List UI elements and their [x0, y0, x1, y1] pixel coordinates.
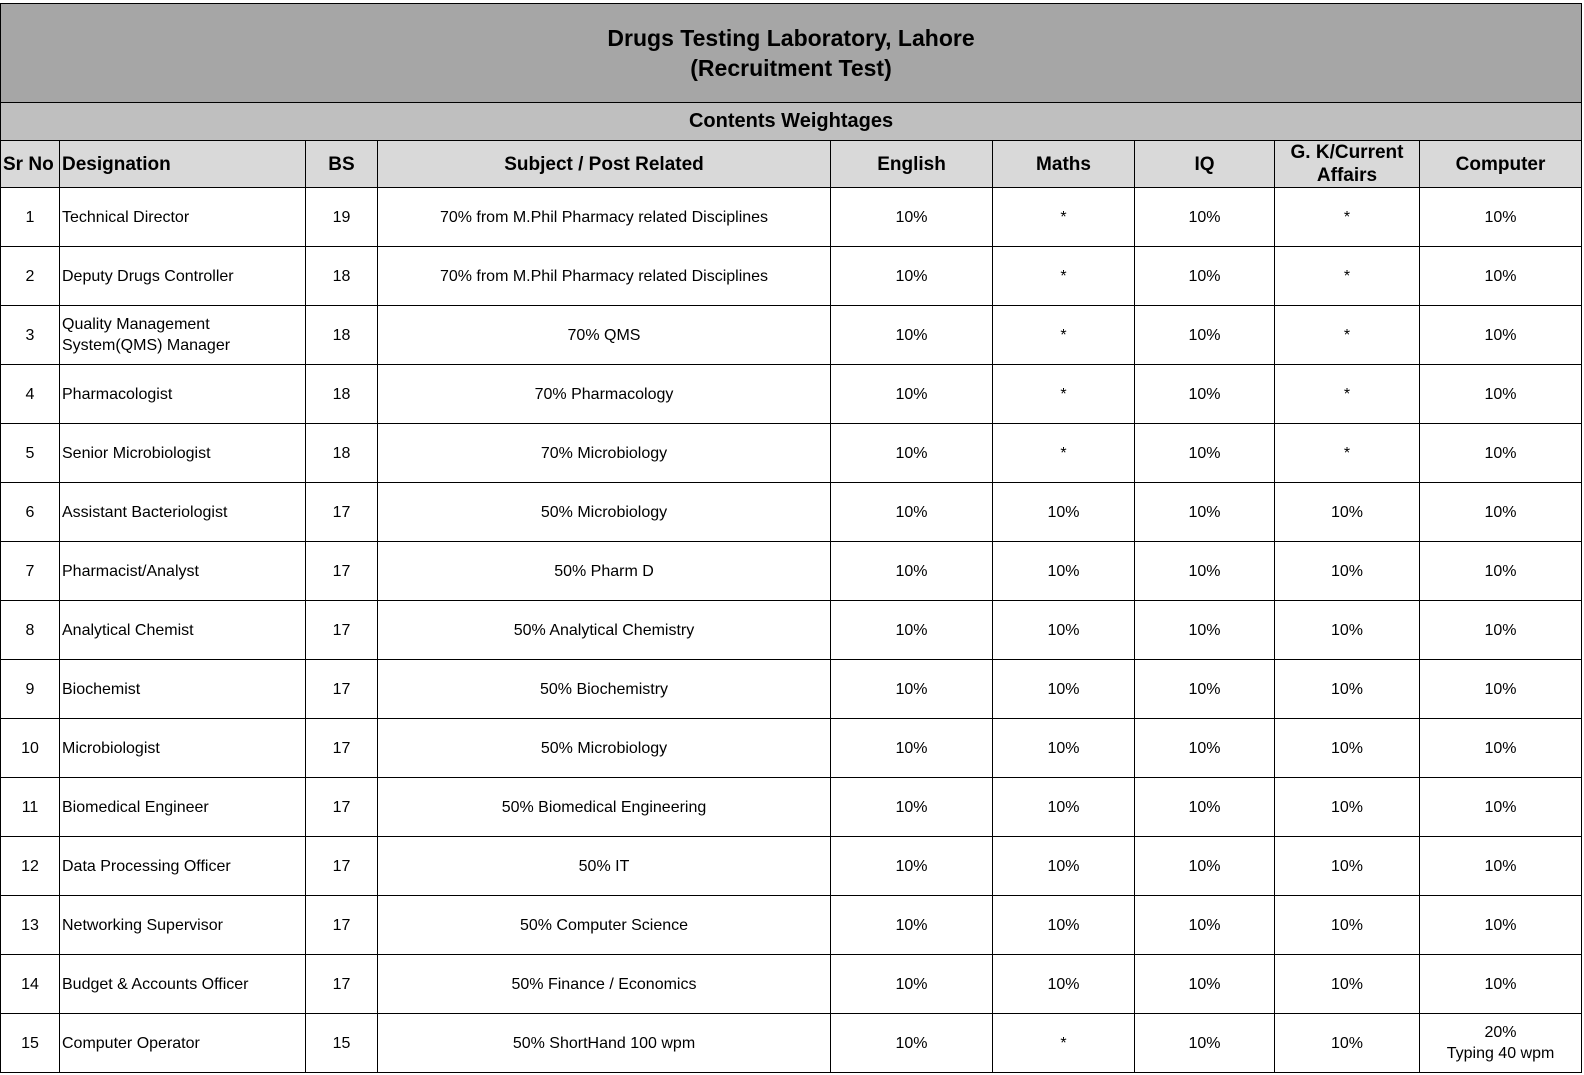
- sr-no-cell: 7: [1, 542, 60, 601]
- designation-cell: [60, 306, 306, 365]
- designation-cell: Pharmacist/Analyst: [60, 542, 306, 601]
- computer-cell: 10%: [1420, 955, 1582, 1014]
- maths-cell: 10%: [993, 542, 1135, 601]
- gk-cell: 10%: [1275, 601, 1420, 660]
- subject-cell: 70% from M.Phil Pharmacy related Disciplines: [378, 188, 831, 247]
- weightage-table: [0, 3, 1582, 1073]
- subject-cell: 50% Analytical Chemistry: [378, 601, 831, 660]
- bs-cell: 17: [306, 660, 378, 719]
- designation-cell: Senior Microbiologist: [60, 424, 306, 483]
- gk-cell: 10%: [1275, 896, 1420, 955]
- subject-cell: 50% ShortHand 100 wpm: [378, 1014, 831, 1073]
- computer-cell: 10%: [1420, 778, 1582, 837]
- table-row: [1, 483, 1582, 542]
- english-cell: 10%: [831, 365, 993, 424]
- table-row: [1, 306, 1582, 365]
- designation-cell: Deputy Drugs Controller: [60, 247, 306, 306]
- iq-cell: 10%: [1135, 778, 1275, 837]
- gk-cell: *: [1275, 188, 1420, 247]
- maths-cell: *: [993, 306, 1135, 365]
- designation-cell: Biomedical Engineer: [60, 778, 306, 837]
- sr-no-cell: 10: [1, 719, 60, 778]
- english-cell: 10%: [831, 837, 993, 896]
- maths-cell: 10%: [993, 660, 1135, 719]
- iq-cell: 10%: [1135, 601, 1275, 660]
- maths-cell: *: [993, 247, 1135, 306]
- computer-cell-line2: Typing 40 wpm: [1446, 1045, 1555, 1062]
- col-header-bs: BS: [306, 141, 378, 188]
- designation-cell-line1: Quality Management: [62, 316, 210, 333]
- gk-cell: 10%: [1275, 778, 1420, 837]
- iq-cell: 10%: [1135, 306, 1275, 365]
- sr-no-cell: 1: [1, 188, 60, 247]
- title-banner: [1, 4, 1582, 103]
- bs-cell: 18: [306, 306, 378, 365]
- computer-cell: 10%: [1420, 424, 1582, 483]
- maths-cell: *: [993, 188, 1135, 247]
- table-row: [1, 542, 1582, 601]
- computer-cell: 10%: [1420, 719, 1582, 778]
- sr-no-cell: 2: [1, 247, 60, 306]
- maths-cell: *: [993, 424, 1135, 483]
- gk-cell: 10%: [1275, 837, 1420, 896]
- english-cell: 10%: [831, 660, 993, 719]
- table-row: [1, 660, 1582, 719]
- bs-cell: 17: [306, 601, 378, 660]
- computer-cell: 10%: [1420, 188, 1582, 247]
- col-header-gk-line1: G. K/Current: [1290, 142, 1404, 163]
- col-header-subject: Subject / Post Related: [378, 141, 831, 188]
- gk-cell: 10%: [1275, 483, 1420, 542]
- maths-cell: 10%: [993, 601, 1135, 660]
- maths-cell: 10%: [993, 483, 1135, 542]
- bs-cell: 17: [306, 837, 378, 896]
- subject-cell: 70% Microbiology: [378, 424, 831, 483]
- col-header-gk: [1275, 141, 1420, 188]
- table-row: [1, 365, 1582, 424]
- subject-cell: 50% Computer Science: [378, 896, 831, 955]
- designation-cell: Networking Supervisor: [60, 896, 306, 955]
- bs-cell: 18: [306, 424, 378, 483]
- maths-cell: 10%: [993, 837, 1135, 896]
- col-header-computer: Computer: [1420, 141, 1582, 188]
- gk-cell: *: [1275, 247, 1420, 306]
- designation-cell: Data Processing Officer: [60, 837, 306, 896]
- iq-cell: 10%: [1135, 483, 1275, 542]
- gk-cell: *: [1275, 424, 1420, 483]
- table-row: [1, 719, 1582, 778]
- col-header-gk-line2: Affairs: [1316, 165, 1378, 186]
- designation-cell: Budget & Accounts Officer: [60, 955, 306, 1014]
- gk-cell: 10%: [1275, 955, 1420, 1014]
- subject-cell: 50% Biochemistry: [378, 660, 831, 719]
- maths-cell: *: [993, 1014, 1135, 1073]
- sr-no-cell: 6: [1, 483, 60, 542]
- sr-no-cell: 8: [1, 601, 60, 660]
- section-title: Contents Weightages: [1, 103, 1582, 141]
- english-cell: 10%: [831, 955, 993, 1014]
- designation-cell: Assistant Bacteriologist: [60, 483, 306, 542]
- col-header-iq: IQ: [1135, 141, 1275, 188]
- iq-cell: 10%: [1135, 837, 1275, 896]
- sr-no-cell: 3: [1, 306, 60, 365]
- sr-no-cell: 14: [1, 955, 60, 1014]
- table-row: [1, 896, 1582, 955]
- subject-cell: 70% QMS: [378, 306, 831, 365]
- computer-cell: 10%: [1420, 247, 1582, 306]
- maths-cell: 10%: [993, 778, 1135, 837]
- bs-cell: 17: [306, 955, 378, 1014]
- subject-cell: 50% Microbiology: [378, 483, 831, 542]
- english-cell: 10%: [831, 896, 993, 955]
- sr-no-cell: 4: [1, 365, 60, 424]
- maths-cell: 10%: [993, 719, 1135, 778]
- table-row: [1, 601, 1582, 660]
- gk-cell: 10%: [1275, 542, 1420, 601]
- computer-cell: 10%: [1420, 542, 1582, 601]
- english-cell: 10%: [831, 306, 993, 365]
- table-body: [1, 188, 1582, 1073]
- bs-cell: 17: [306, 896, 378, 955]
- iq-cell: 10%: [1135, 719, 1275, 778]
- computer-cell: 10%: [1420, 483, 1582, 542]
- english-cell: 10%: [831, 778, 993, 837]
- col-header-maths: Maths: [993, 141, 1135, 188]
- bs-cell: 19: [306, 188, 378, 247]
- table-row: [1, 955, 1582, 1014]
- table-row: [1, 1014, 1582, 1073]
- gk-cell: *: [1275, 365, 1420, 424]
- weightage-sheet: [0, 3, 1581, 1073]
- bs-cell: 17: [306, 719, 378, 778]
- computer-cell: 10%: [1420, 306, 1582, 365]
- computer-cell: 10%: [1420, 837, 1582, 896]
- maths-cell: 10%: [993, 955, 1135, 1014]
- iq-cell: 10%: [1135, 896, 1275, 955]
- computer-cell: 10%: [1420, 365, 1582, 424]
- header-row: [1, 141, 1582, 188]
- designation-cell: Biochemist: [60, 660, 306, 719]
- subject-cell: 50% Biomedical Engineering: [378, 778, 831, 837]
- iq-cell: 10%: [1135, 1014, 1275, 1073]
- designation-cell: Analytical Chemist: [60, 601, 306, 660]
- bs-cell: 17: [306, 542, 378, 601]
- designation-cell: Microbiologist: [60, 719, 306, 778]
- col-header-sr-no: Sr No: [1, 141, 60, 188]
- bs-cell: 15: [306, 1014, 378, 1073]
- document-subtitle: (Recruitment Test): [690, 55, 892, 81]
- col-header-english: English: [831, 141, 993, 188]
- maths-cell: *: [993, 365, 1135, 424]
- english-cell: 10%: [831, 601, 993, 660]
- english-cell: 10%: [831, 542, 993, 601]
- bs-cell: 17: [306, 778, 378, 837]
- computer-cell: 10%: [1420, 660, 1582, 719]
- sr-no-cell: 15: [1, 1014, 60, 1073]
- col-header-designation: Designation: [60, 141, 306, 188]
- sr-no-cell: 9: [1, 660, 60, 719]
- designation-cell: Computer Operator: [60, 1014, 306, 1073]
- computer-cell: 10%: [1420, 896, 1582, 955]
- english-cell: 10%: [831, 188, 993, 247]
- gk-cell: 10%: [1275, 719, 1420, 778]
- iq-cell: 10%: [1135, 542, 1275, 601]
- subject-cell: 50% Pharm D: [378, 542, 831, 601]
- english-cell: 10%: [831, 483, 993, 542]
- iq-cell: 10%: [1135, 188, 1275, 247]
- subject-cell: 50% Finance / Economics: [378, 955, 831, 1014]
- gk-cell: 10%: [1275, 660, 1420, 719]
- maths-cell: 10%: [993, 896, 1135, 955]
- designation-cell: Technical Director: [60, 188, 306, 247]
- sr-no-cell: 11: [1, 778, 60, 837]
- subject-cell: 50% IT: [378, 837, 831, 896]
- iq-cell: 10%: [1135, 365, 1275, 424]
- computer-cell: 10%: [1420, 601, 1582, 660]
- iq-cell: 10%: [1135, 424, 1275, 483]
- bs-cell: 18: [306, 247, 378, 306]
- english-cell: 10%: [831, 424, 993, 483]
- designation-cell: Pharmacologist: [60, 365, 306, 424]
- subject-cell: 50% Microbiology: [378, 719, 831, 778]
- iq-cell: 10%: [1135, 247, 1275, 306]
- iq-cell: 10%: [1135, 955, 1275, 1014]
- designation-cell-line2: System(QMS) Manager: [62, 337, 231, 354]
- table-row: [1, 424, 1582, 483]
- table-row: [1, 188, 1582, 247]
- gk-cell: *: [1275, 306, 1420, 365]
- english-cell: 10%: [831, 247, 993, 306]
- table-row: [1, 837, 1582, 896]
- sr-no-cell: 13: [1, 896, 60, 955]
- table-row: [1, 247, 1582, 306]
- sr-no-cell: 12: [1, 837, 60, 896]
- sr-no-cell: 5: [1, 424, 60, 483]
- english-cell: 10%: [831, 1014, 993, 1073]
- document-title: Drugs Testing Laboratory, Lahore: [607, 25, 975, 51]
- subject-cell: 70% from M.Phil Pharmacy related Disciplines: [378, 247, 831, 306]
- computer-cell: [1420, 1014, 1582, 1073]
- iq-cell: 10%: [1135, 660, 1275, 719]
- gk-cell: 10%: [1275, 1014, 1420, 1073]
- bs-cell: 17: [306, 483, 378, 542]
- computer-cell-line1: 20%: [1484, 1024, 1517, 1041]
- table-row: [1, 778, 1582, 837]
- english-cell: 10%: [831, 719, 993, 778]
- subject-cell: 70% Pharmacology: [378, 365, 831, 424]
- bs-cell: 18: [306, 365, 378, 424]
